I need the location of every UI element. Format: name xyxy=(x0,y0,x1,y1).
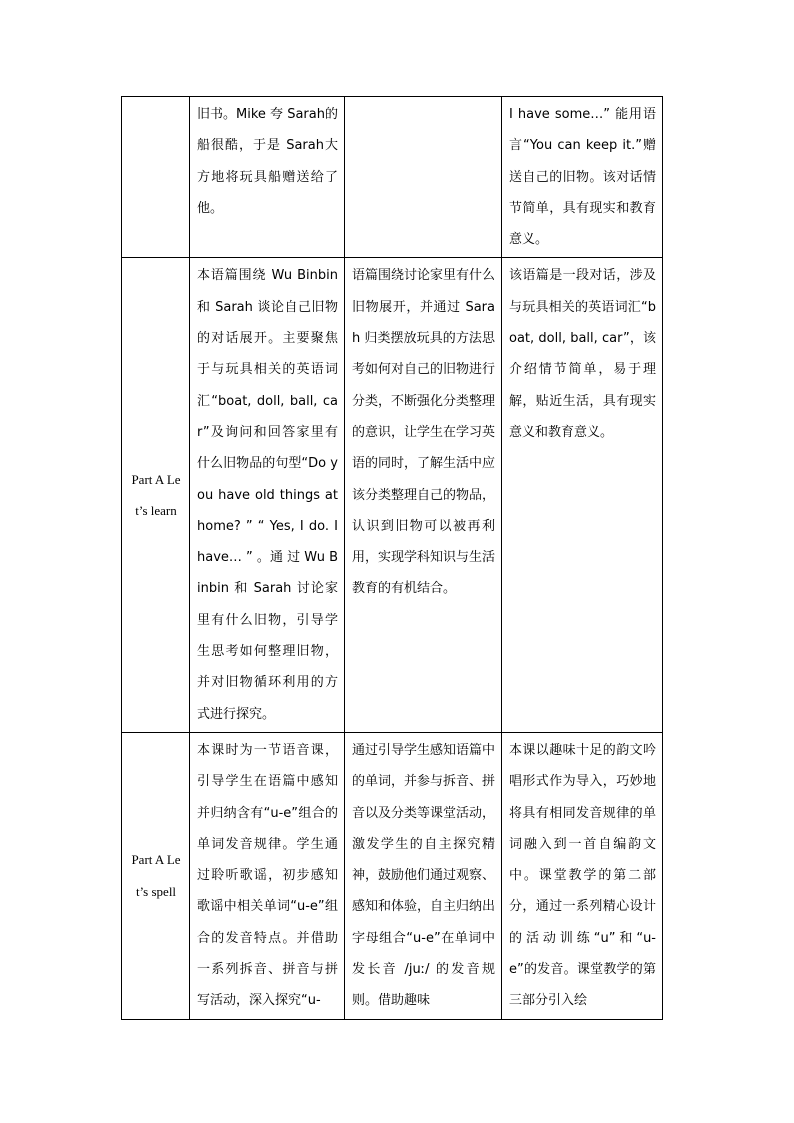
structure-cell: I have some…” 能用语言“You can keep it.”赠送自己的旧物。该对话情节简单，具有现实和教育意义。 xyxy=(502,97,663,258)
table-row xyxy=(122,732,663,1019)
row-label: Part A Let’s spell xyxy=(122,732,190,1019)
table-row xyxy=(122,258,663,732)
structure-cell: 本课以趣味十足的韵文吟唱形式作为导入，巧妙地将具有相同发音规律的单词融入到一首自编韵文中。课堂教学的第二部分，通过一系列精心设计的活动训练“u”和“u-e”的发音。课堂教学的第三部分引入绘 xyxy=(502,732,663,1019)
row-label xyxy=(122,97,190,258)
theme-meaning-cell: 语篇围绕讨论家里有什么旧物展开，并通过 Sarah 归类摆放玩具的方法思考如何对自己的旧物进行分类，不断强化分类整理的意识，让学生在学习英语的同时，了解生活中应该分类整理自己的物品，认识到旧物可以被再利用，实现学科知识与生活教育的有机结合。 xyxy=(345,258,502,732)
structure-cell: 该语篇是一段对话，涉及与玩具相关的英语词汇“boat, doll, ball, car”，该介绍情节简单，易于理解，贴近生活，具有现实意义和教育意义。 xyxy=(502,258,663,732)
theme-meaning-cell: 通过引导学生感知语篇中的单词，并参与拆音、拼音以及分类等课堂活动，激发学生的自主探究精神，鼓励他们通过观察、感知和体验，自主归纳出字母组合“u-e”在单词中发长音 /juː/ 的发音规则。借助趣味 xyxy=(345,732,502,1019)
content-analysis-cell: 本课时为一节语音课，引导学生在语篇中感知并归纳含有“u-e”组合的单词发音规律。学生通过聆听歌谣，初步感知歌谣中相关单词“u-e”组合的发音特点。并借助一系列拆音、拼音与拼写活动，深入探究“u- xyxy=(190,732,345,1019)
content-analysis-cell: 旧书。Mike 夸 Sarah的船很酷，于是 Sarah大方地将玩具船赠送给了他。 xyxy=(190,97,345,258)
theme-meaning-cell xyxy=(345,97,502,258)
row-label: Part A Let’s learn xyxy=(122,258,190,732)
content-analysis-cell: 本语篇围绕 Wu Binbin和 Sarah 谈论自己旧物的对话展开。主要聚焦于与玩具相关的英语词汇“boat, doll, ball, car”及询问和回答家里有什么旧物品的句型“Do you have old things at home? ” “ Yes, I do. I have… ” 。通 过 Wu Binbin 和 Sarah 讨论家里有什么旧物，引导学生思考如何整理旧物，并对旧物循环利用的方式进行探究。 xyxy=(190,258,345,732)
table-row xyxy=(122,97,663,258)
analysis-table xyxy=(121,96,663,1020)
